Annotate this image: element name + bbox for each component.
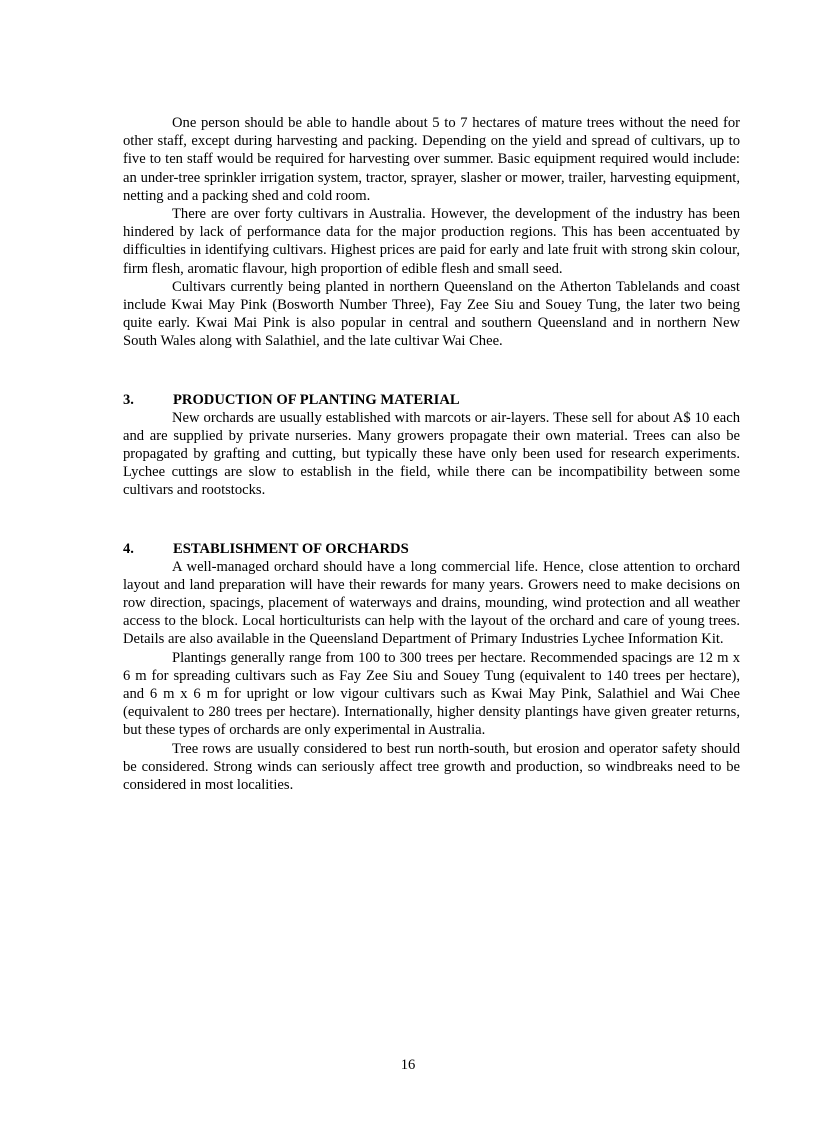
section-heading-4 [123,540,740,558]
paragraph-staffing: One person should be able to handle about 5 to 7 hectares of mature trees without the need for other staff, except during harvesting and packing. Depending on the yield and spread of cultivars, up to five to ten staff would be required for harvesting over summer. Basic equipment required would include: an under-tree sprinkler irrigation system, tractor, sprayer, slasher or mower, trailer, harvesting equipment, netting and a packing shed and cold room. [123,115,740,204]
paragraph-planting-material: New orchards are usually established with marcots or air-layers. These sell for about A$ 10 each and are supplied by private nurseries. Many growers propagate their own material. Trees can also be propagated by grafting and cutting, but typically these have only been used for research experiments. Lychee cuttings are slow to establish in the field, while there can be incompatibility between some cultivars and rootstocks. [123,409,740,499]
section-title: ESTABLISHMENT OF ORCHARDS [173,540,409,557]
section-number: 3. [123,391,134,408]
paragraph-cultivars: There are over forty cultivars in Australia. However, the development of the industry has been hindered by lack of performance data for the major production regions. This has been accentuated by difficulties in identifying cultivars. Highest prices are paid for early and late fruit with strong skin colour, firm flesh, aromatic flavour, high proportion of edible flesh and small seed. [123,206,740,277]
paragraph-planting-density: Plantings generally range from 100 to 300 trees per hectare. Recommended spacings are 12 m x 6 m for spreading cultivars such as Fay Zee Siu and Souey Tung (equivalent to 140 trees per hectare), and 6 m x 6 m for upright or low vigour cultivars such as Kwai May Pink, Salathiel and Wai Chee (equivalent to 280 trees per hectare). Internationally, higher density plantings have given greater returns, but these types of orchards are only experimental in Australia. [123,649,740,739]
section-number: 4. [123,540,134,557]
page-body [123,114,740,794]
section-heading-3 [123,391,740,409]
page-number: 16 [400,1057,416,1073]
paragraph-tree-rows: Tree rows are usually considered to best run north-south, but erosion and operator safety should be considered. Strong winds can seriously affect tree growth and production, so windbreaks need to be considered in most localities. [123,740,740,794]
paragraph-cultivars-planted: Cultivars currently being planted in northern Queensland on the Atherton Tablelands and coast include Kwai May Pink (Bosworth Number Three), Fay Zee Siu and Souey Tung, the later two being quite early. Kwai Mai Pink is also popular in central and southern Queensland and in northern New South Wales along with Salathiel, and the late cultivar Wai Chee. [123,278,740,350]
section-title: PRODUCTION OF PLANTING MATERIAL [173,391,460,408]
paragraph-orchard-layout: A well-managed orchard should have a long commercial life. Hence, close attention to orchard layout and land preparation will have their rewards for many years. Growers need to make decisions on row direction, spacings, placement of waterways and drains, mounding, wind protection and all weather access to the block. Local horticulturists can help with the layout of the orchard and care of young trees. Details are also available in the Queensland Department of Primary Industries Lychee Information Kit. [123,558,740,648]
